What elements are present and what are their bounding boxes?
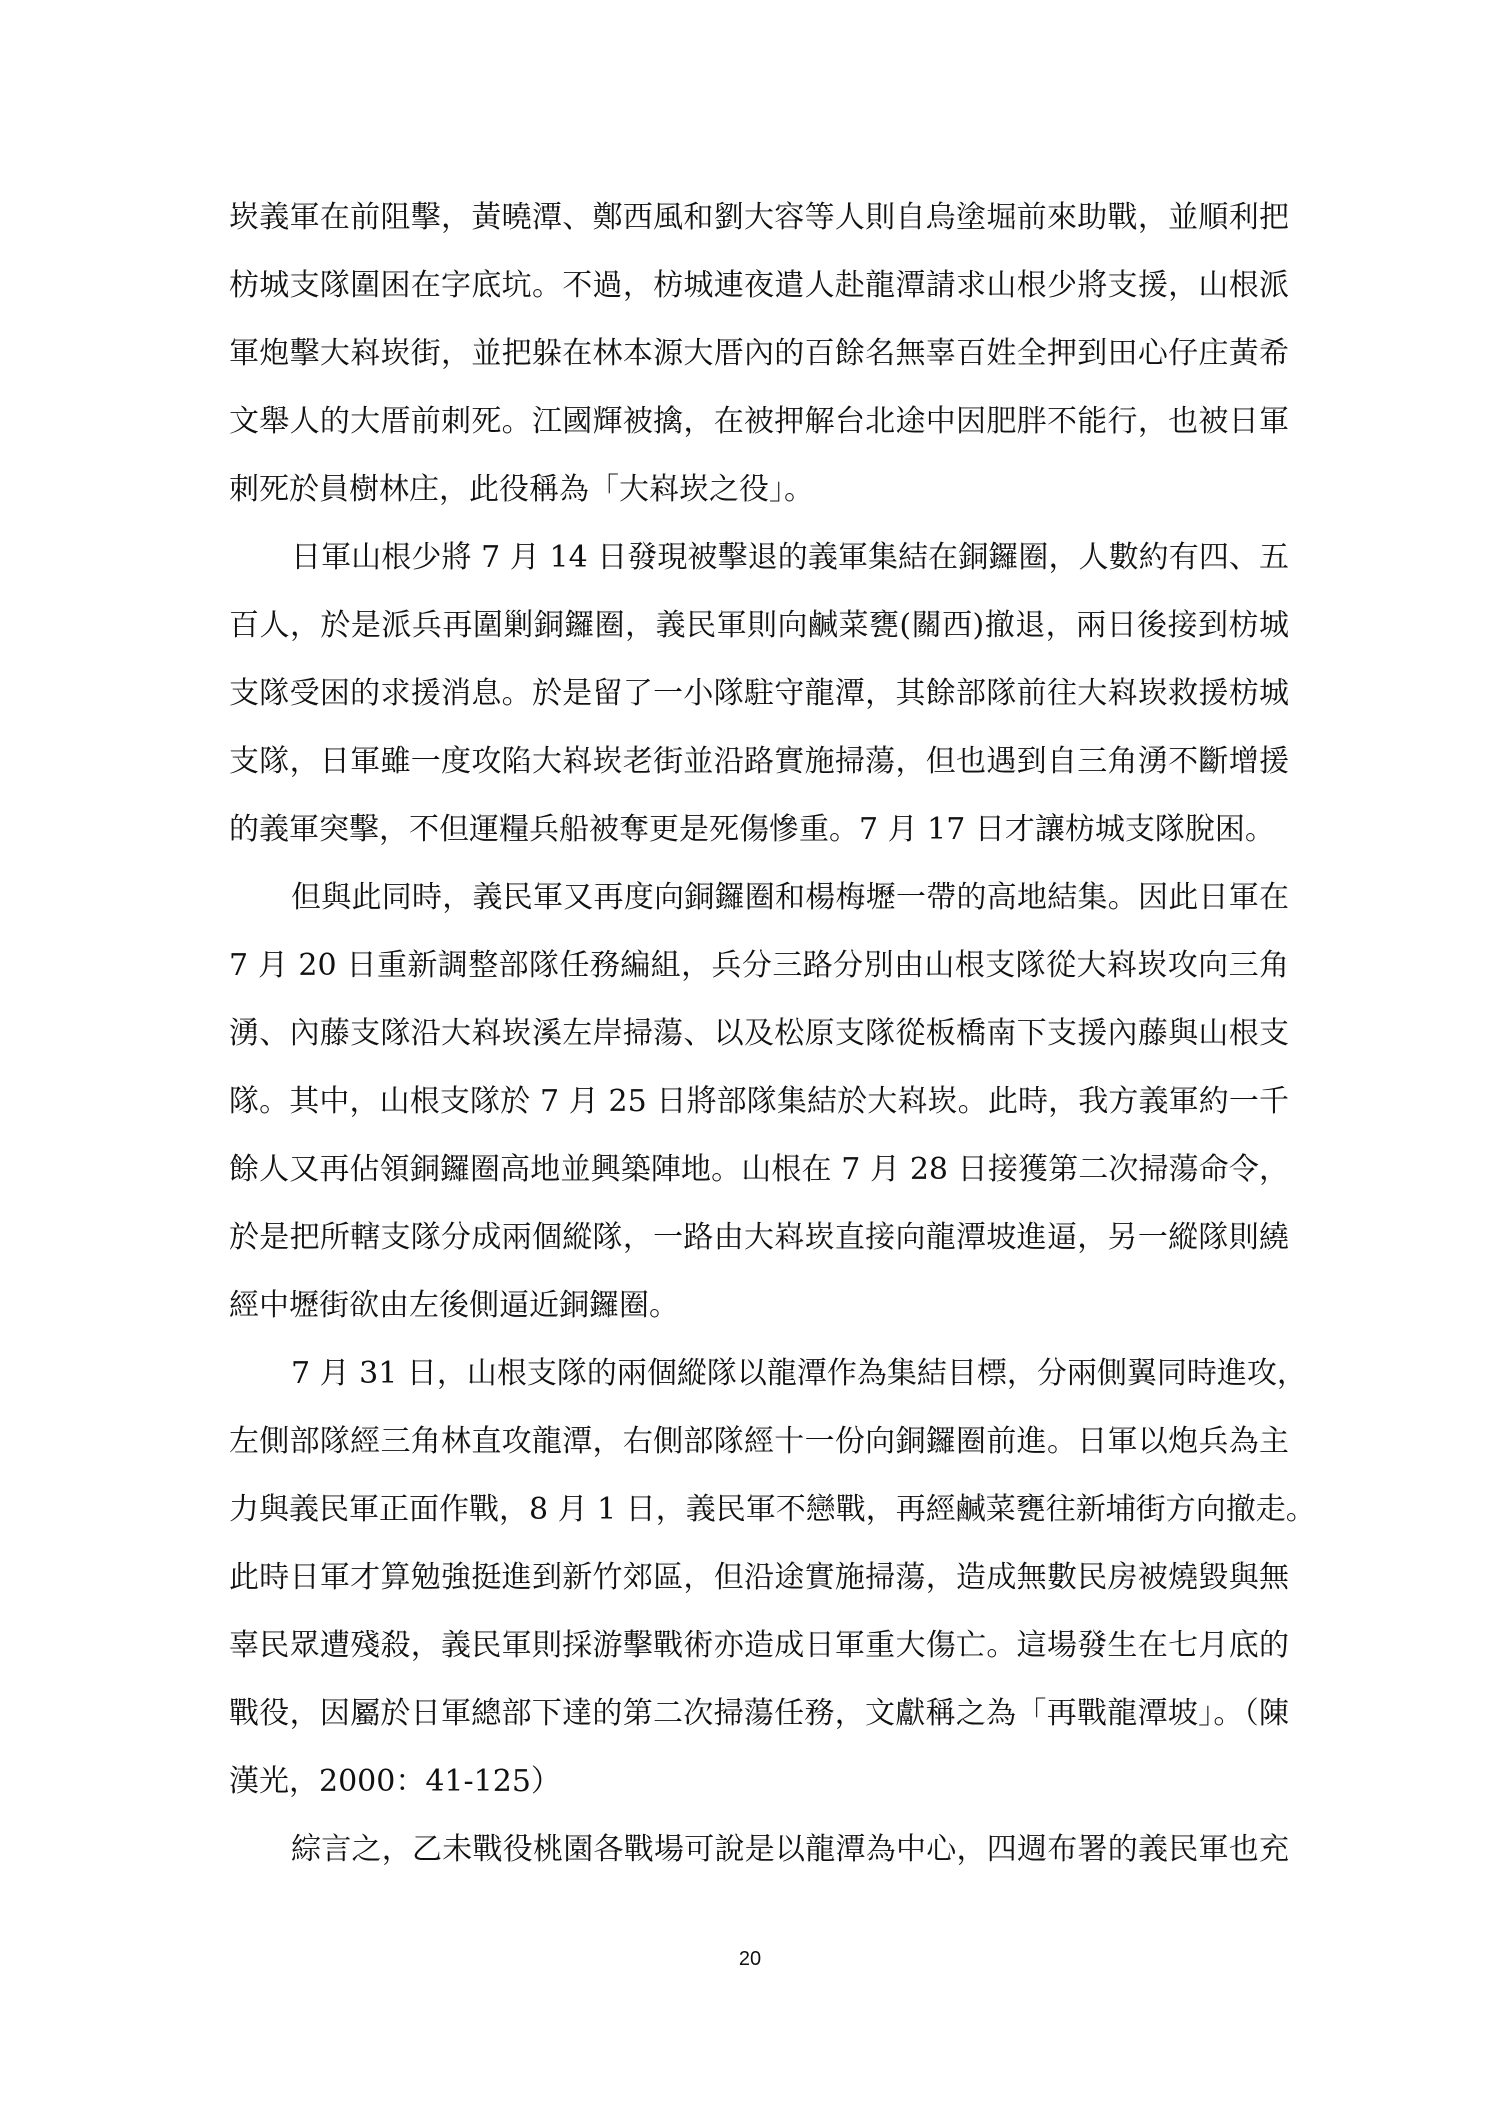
text-line: 文舉人的大厝前刺死。江國輝被擒，在被押解台北途中因肥胖不能行，也被日軍 (229, 404, 1289, 439)
text-line: 枋城支隊圍困在字底坑。不過，枋城連夜遣人赴龍潭請求山根少將支援，山根派 (229, 268, 1289, 303)
text-line: 綜言之，乙未戰役桃園各戰場可說是以龍潭為中心，四週布署的義民軍也充 (291, 1832, 1289, 1867)
text-line: 百人，於是派兵再圍剿銅鑼圈，義民軍則向鹹菜甕(關西)撤退，兩日後接到枋城 (229, 608, 1289, 643)
text-line: 7 月 31 日，山根支隊的兩個縱隊以龍潭作為集結目標，分兩側翼同時進攻， (291, 1356, 1307, 1391)
text-line: 隊。其中，山根支隊於 7 月 25 日將部隊集結於大嵙崁。此時，我方義軍約一千 (229, 1084, 1289, 1119)
text-line: 日軍山根少將 7 月 14 日發現被擊退的義軍集結在銅鑼圈，人數約有四、五 (291, 540, 1289, 575)
page-number: 20 (738, 1948, 762, 1970)
text-line: 經中壢街欲由左後側逼近銅鑼圈。 (229, 1288, 679, 1323)
text-line: 湧、內藤支隊沿大嵙崁溪左岸掃蕩、以及松原支隊從板橋南下支援內藤與山根支 (229, 1016, 1289, 1051)
body-text (229, 188, 1316, 1888)
text-line: 刺死於員樹林庄，此役稱為「大嵙崁之役」。 (229, 472, 814, 507)
text-line: 軍炮擊大嵙崁街，並把躲在林本源大厝內的百餘名無辜百姓全押到田心仔庄黃希 (229, 336, 1289, 371)
text-line: 但與此同時，義民軍又再度向銅鑼圈和楊梅壢一帶的高地結集。因此日軍在 (291, 880, 1289, 915)
text-line: 此時日軍才算勉強挺進到新竹郊區，但沿途實施掃蕩，造成無數民房被燒毀與無 (229, 1560, 1289, 1595)
text-line: 支隊，日軍雖一度攻陷大嵙崁老街並沿路實施掃蕩，但也遇到自三角湧不斷增援 (229, 744, 1289, 779)
text-line: 力與義民軍正面作戰，8 月 1 日，義民軍不戀戰，再經鹹菜甕往新埔街方向撤走。 (229, 1492, 1316, 1527)
text-line: 戰役，因屬於日軍總部下達的第二次掃蕩任務，文獻稱之為「再戰龍潭坡」。（陳 (229, 1696, 1289, 1731)
text-line: 辜民眾遭殘殺，義民軍則採游擊戰術亦造成日軍重大傷亡。這場發生在七月底的 (229, 1628, 1289, 1663)
text-line: 7 月 20 日重新調整部隊任務編組，兵分三路分別由山根支隊從大嵙崁攻向三角 (229, 948, 1289, 983)
text-line: 漢光，2000：41-125） (229, 1764, 561, 1799)
text-line: 於是把所轄支隊分成兩個縱隊，一路由大嵙崁直接向龍潭坡進逼，另一縱隊則繞 (229, 1220, 1289, 1255)
text-line: 支隊受困的求援消息。於是留了一小隊駐守龍潭，其餘部隊前往大嵙崁救援枋城 (229, 676, 1289, 711)
text-line: 餘人又再佔領銅鑼圈高地並興築陣地。山根在 7 月 28 日接獲第二次掃蕩命令， (229, 1152, 1289, 1187)
text-line: 崁義軍在前阻擊，黃曉潭、鄭西風和劉大容等人則自烏塗堀前來助戰，並順利把 (229, 200, 1289, 235)
text-line: 左側部隊經三角林直攻龍潭，右側部隊經十一份向銅鑼圈前進。日軍以炮兵為主 (229, 1424, 1289, 1459)
text-line: 的義軍突擊，不但運糧兵船被奪更是死傷慘重。7 月 17 日才讓枋城支隊脫困。 (229, 812, 1275, 847)
